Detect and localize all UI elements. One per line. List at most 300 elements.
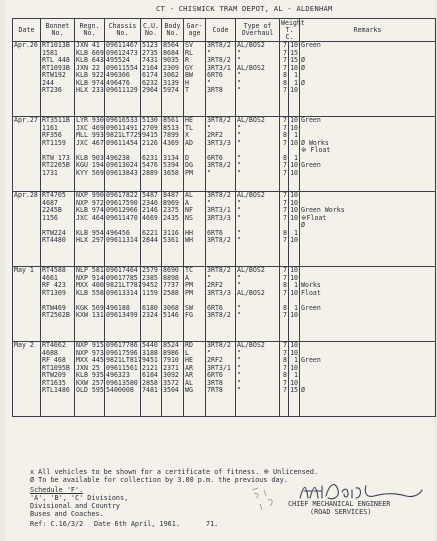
entry-type: ": [237, 356, 241, 364]
entry-wc: 10: [290, 273, 299, 282]
col-header-date: Date: [13, 19, 41, 42]
entry-bonnet: 1161: [42, 123, 58, 132]
entry-wt: 8: [283, 281, 287, 289]
entry-chassis: 9821LT817: [106, 356, 142, 364]
entry-cu: 6231: [142, 153, 158, 162]
entry-code: 3RT8: [207, 86, 223, 94]
entry-bonnet: RF356: [42, 131, 62, 139]
entry-code: 3RT3/1: [207, 206, 231, 214]
divisions-line: 'A', 'B', 'C' Divisions,: [30, 494, 129, 502]
entry-regn: MXX 445: [76, 356, 104, 364]
entry-cu: 6221: [142, 228, 158, 237]
entry-wt: 7: [283, 138, 287, 147]
entry-garage: HE: [185, 356, 193, 364]
entry-type: ": [237, 161, 241, 169]
col-header-weight: Weight T. C.: [281, 18, 305, 41]
entry-bonnet: RT3511B: [42, 116, 70, 124]
entry-wt: 8: [283, 153, 287, 162]
cell-date: [13, 192, 41, 267]
cell-regn: [75, 267, 105, 342]
entry-cu: 5123: [142, 41, 158, 49]
entry-wt: 7: [283, 213, 287, 222]
cell-cu: [141, 342, 162, 417]
cell-code: [206, 342, 236, 417]
document-page: [6, 0, 434, 541]
cell-cu: [141, 267, 162, 342]
cell-date: [13, 42, 41, 117]
buses-line: Buses and Coaches.: [30, 510, 104, 518]
entry-code: ": [207, 48, 211, 57]
entry-chassis: 09617822: [106, 191, 138, 199]
entry-type: ": [237, 78, 241, 87]
entry-garage: PM: [185, 168, 193, 177]
entry-code: 3RT8/2: [207, 341, 231, 349]
entry-body: 5146: [163, 311, 179, 319]
entry-cu: 5440: [142, 341, 158, 349]
entry-regn: NXP 915: [76, 341, 104, 349]
entry-code: 6RT6: [207, 303, 223, 312]
entry-wc: 10: [290, 213, 299, 222]
entry-code: 3RT8/2: [207, 56, 231, 64]
entry-wc: 10: [290, 378, 299, 387]
entry-garage: X: [185, 131, 189, 139]
cell-bonnet: [41, 267, 75, 342]
col-header-cu: C.U. No.: [141, 19, 162, 42]
entry-cu: 9451: [142, 356, 158, 364]
entry-body: 8684: [163, 48, 179, 57]
entry-type: ": [237, 311, 241, 319]
entry-remarks: [301, 170, 434, 178]
entry-code: 3RT8/2: [207, 191, 231, 199]
entry-regn: MXX 400: [76, 281, 104, 289]
entry-code: 3RT8/2: [207, 311, 231, 319]
entry-remarks: Works: [301, 281, 321, 289]
entry-wc: 10: [290, 191, 299, 199]
entry-wt: 7: [283, 206, 287, 214]
date-value: Apr.28: [14, 191, 38, 199]
entry-type: ": [237, 386, 241, 394]
entry-regn: KGK 569: [76, 303, 104, 312]
entry-chassis: 09617786: [106, 341, 138, 349]
handwritten-stamp-mark: [248, 484, 282, 514]
entry-regn: NXP 973: [76, 348, 104, 357]
entry-regn: KLB 954: [76, 228, 104, 237]
cell-remarks: [300, 192, 436, 267]
entry-body: 8898: [163, 273, 179, 282]
entry-code: ": [207, 198, 211, 207]
entry-type: ": [237, 213, 241, 222]
entry-regn: NXP 914: [76, 273, 104, 282]
page-number: 71.: [206, 520, 219, 528]
cell-date: [13, 117, 41, 192]
entry-type: ": [237, 56, 241, 64]
entry-cu: 7481: [142, 386, 158, 394]
entry-wc: 10: [290, 363, 299, 372]
cell-wt: [280, 267, 289, 342]
entry-wc: 10: [290, 86, 299, 94]
entry-type: ": [237, 138, 241, 147]
entry-body: 9035: [163, 56, 179, 64]
entry-chassis: 09613843: [106, 168, 138, 177]
col-header-regn: Regn. No.: [75, 19, 105, 42]
entry-bonnet: RT1093B: [42, 63, 70, 72]
entry-chassis: 09617596: [106, 348, 138, 357]
cell-chassis: [105, 42, 141, 117]
entry-type: ": [237, 198, 241, 207]
entry-type: ": [237, 303, 241, 312]
cell-date: [13, 342, 41, 417]
entry-body: 3139: [163, 78, 179, 87]
entry-wc: 1: [294, 356, 299, 364]
entry-regn: JXN 25: [76, 363, 100, 372]
entry-type: ": [237, 371, 241, 379]
entry-wt: 8: [283, 71, 287, 79]
entry-remarks: [301, 72, 434, 80]
entry-remarks: [301, 372, 434, 380]
entry-code: 3RT3/1: [207, 63, 231, 72]
entry-wt: 7: [283, 378, 287, 387]
table-row: [13, 342, 436, 417]
entry-cu: 2579: [142, 266, 158, 274]
entry-wc: 15: [290, 386, 299, 394]
cell-body: [162, 192, 184, 267]
entry-wt: 7: [283, 86, 287, 94]
entry-chassis: 496238: [106, 153, 130, 162]
entry-garage: L: [185, 348, 189, 357]
entry-wc: 1: [294, 303, 299, 312]
entry-type: ": [237, 168, 241, 177]
entry-regn: MLL 993: [76, 131, 104, 139]
entry-code: 3RT8/2: [207, 161, 231, 169]
entry-garage: PM: [185, 288, 193, 297]
entry-type: ": [237, 236, 241, 244]
entry-chassis: 09612473: [106, 48, 138, 57]
entry-bonnet: RT4588: [42, 266, 66, 274]
cell-body: [162, 117, 184, 192]
entry-garage: WG: [185, 386, 193, 394]
entry-type: [237, 147, 278, 155]
entry-cu: 6174: [142, 71, 158, 79]
entry-body: 8564: [163, 41, 179, 49]
entry-chassis: 09611314: [106, 236, 138, 244]
entry-body: 7910: [163, 356, 179, 364]
entry-garage: RD: [185, 341, 193, 349]
entry-chassis: 09611470: [106, 213, 138, 222]
entry-regn: KGU 194: [76, 161, 104, 169]
table-row: [13, 42, 436, 117]
date-value: May 2: [14, 341, 34, 349]
entry-type: [237, 222, 278, 230]
cell-remarks: [300, 267, 436, 342]
entry-wt: 7: [283, 348, 287, 357]
entry-type: AL/BOS2: [237, 41, 265, 49]
entry-regn: JXN 41: [76, 41, 100, 49]
cell-garage: [184, 267, 206, 342]
entry-wt: 8: [283, 78, 287, 87]
entry-bonnet: 2245B: [42, 206, 62, 214]
cell-regn: [75, 117, 105, 192]
entry-bonnet: RT1159: [42, 138, 66, 147]
cell-regn: [75, 42, 105, 117]
table-row: [13, 192, 436, 267]
entry-bonnet: RTW209: [42, 371, 66, 379]
entry-garage: WH: [185, 236, 193, 244]
cell-regn: [75, 192, 105, 267]
footnote-collection: Ø To be available for collection by 3.00 p.m. the previous day.: [30, 476, 288, 484]
entry-code: 6RT6: [207, 228, 223, 237]
entry-cu: 7431: [142, 56, 158, 64]
entry-garage: T: [185, 86, 189, 94]
entry-bonnet: RF 468: [42, 356, 66, 364]
entry-regn: KLB 935: [76, 371, 104, 379]
entry-bonnet: RT1635: [42, 378, 66, 387]
col-header-body: Body No.: [162, 19, 184, 42]
cell-garage: [184, 342, 206, 417]
chief-engineer-title: CHIEF MECHANICAL ENGINEER: [288, 500, 391, 508]
divisional-line: Divisional and Country: [30, 502, 121, 510]
entry-remarks: [301, 237, 434, 245]
date-value: Apr.27: [14, 116, 38, 124]
entry-regn: KLB 974: [76, 78, 104, 87]
cell-code: [206, 267, 236, 342]
entry-code: 3RT3/3: [207, 288, 231, 297]
entry-wc: 15: [290, 48, 299, 57]
entry-regn: KLB 903: [76, 153, 104, 162]
entry-body: 5394: [163, 161, 179, 169]
entry-type: AL/BOS2: [237, 341, 265, 349]
entry-body: 5974: [163, 86, 179, 94]
entry-regn: NXP 990: [76, 191, 104, 199]
cell-remarks: [300, 342, 436, 417]
entry-type: ": [237, 153, 241, 162]
entry-cu: 6180: [142, 303, 158, 312]
entry-remarks: Green: [301, 41, 321, 49]
signature-mark: [296, 480, 426, 502]
entry-type: AL/BOS2: [237, 266, 265, 274]
entry-cu: 5487: [142, 191, 158, 199]
entry-wt: 7: [283, 41, 287, 49]
entry-bonnet: RT2265B: [42, 161, 70, 169]
entry-chassis: 9821LT729: [106, 131, 142, 139]
entry-garage: AL: [185, 191, 193, 199]
cell-chassis: [105, 267, 141, 342]
entry-bonnet: RT1013B: [42, 41, 70, 49]
entry-garage: NF: [185, 206, 193, 214]
entry-wt: 7: [283, 168, 287, 177]
entry-type: ": [237, 86, 241, 94]
cell-chassis: [105, 117, 141, 192]
entry-wc: 10: [290, 168, 299, 177]
entry-body: 7899: [163, 131, 179, 139]
entry-wc: 1: [294, 71, 299, 79]
entry-bonnet: 1156: [42, 213, 58, 222]
entry-bonnet: 4687: [42, 198, 58, 207]
entry-wt: 7: [283, 56, 287, 64]
entry-garage: R: [185, 56, 189, 64]
entry-garage: HH: [185, 228, 193, 237]
entry-body: 8561: [163, 116, 179, 124]
entry-body: 3092: [163, 371, 179, 379]
entry-wc: 10: [290, 123, 299, 132]
cell-type: [236, 42, 280, 117]
entry-code: 6RT6: [207, 153, 223, 162]
road-services-title: (ROAD SERVICES): [310, 508, 372, 516]
date-value: May 1: [14, 266, 34, 274]
cell-chassis: [105, 192, 141, 267]
entry-body: 3068: [163, 303, 179, 312]
entry-type: ": [237, 48, 241, 57]
entry-garage: H: [185, 78, 189, 87]
entry-type: AL/BOS2: [237, 116, 265, 124]
entry-remarks: Ø: [301, 63, 305, 72]
entry-garage: RL: [185, 48, 193, 57]
entry-cu: 3188: [142, 348, 158, 357]
entry-regn: KLB 669: [76, 48, 104, 57]
entry-remarks: [301, 365, 434, 373]
entry-code: ": [207, 348, 211, 357]
entry-bonnet: RTW469: [42, 303, 66, 312]
cell-cu: [141, 192, 162, 267]
cell-wc: [289, 342, 300, 417]
entry-remarks: Ø Works: [301, 138, 329, 147]
entry-garage: GY: [185, 63, 193, 72]
table-row: [13, 267, 436, 342]
entry-chassis: 496306: [106, 71, 130, 79]
cell-remarks: [300, 42, 436, 117]
entry-remarks: [301, 125, 434, 133]
entry-code: 2RF2: [207, 356, 223, 364]
entry-bonnet: RT1309: [42, 288, 66, 297]
entry-regn: HLX 233: [76, 86, 104, 94]
entry-body: 3134: [163, 153, 179, 162]
entry-remarks: [301, 380, 434, 388]
entry-cu: 2964: [142, 86, 158, 94]
overhaul-schedule-table: [12, 18, 436, 417]
entry-wt: 7: [283, 123, 287, 132]
entry-bonnet: RTL 448: [42, 56, 70, 64]
entry-remarks: [301, 192, 434, 200]
entry-cu: 2126: [142, 138, 158, 147]
entry-wc: 10: [290, 206, 299, 214]
entry-garage: D: [185, 153, 189, 162]
cell-date: [13, 267, 41, 342]
entry-body: 8690: [163, 266, 179, 274]
entry-chassis: 09611129: [106, 86, 138, 94]
entry-code: 3RT8/2: [207, 41, 231, 49]
entry-wc: 10: [290, 161, 299, 169]
entry-wc: 10: [290, 236, 299, 244]
entry-wc: 10: [290, 266, 299, 274]
entry-chassis: 495524: [106, 56, 130, 64]
cell-bonnet: [41, 192, 75, 267]
entry-code: 3RT8/2: [207, 236, 231, 244]
entry-cu: 2858: [142, 378, 158, 387]
entry-regn: KLB 974: [76, 206, 104, 214]
entry-code: 2RF2: [207, 281, 223, 289]
entry-cu: 2340: [142, 198, 158, 207]
entry-regn: OLD 595: [76, 386, 104, 394]
table-header-row: [13, 19, 436, 42]
entry-wc: 1: [294, 371, 299, 379]
entry-wt: 7: [283, 386, 287, 394]
entry-garage: SV: [185, 41, 193, 49]
entry-regn: NLP 581: [76, 266, 104, 274]
entry-code: 7RT8: [207, 386, 223, 394]
entry-wc: 10: [290, 63, 299, 72]
entry-type: AL/BOS2: [237, 63, 265, 72]
entry-body: 3504: [163, 386, 179, 394]
entry-bonnet: RF 423: [42, 281, 66, 289]
entry-cu: 2146: [142, 206, 158, 214]
entry-chassis: 496476: [106, 78, 130, 87]
entry-body: 5361: [163, 236, 179, 244]
cell-remarks: [300, 117, 436, 192]
entry-wt: 7: [283, 191, 287, 199]
entry-bonnet: RT4480: [42, 236, 66, 244]
cell-wc: [289, 42, 300, 117]
entry-bonnet: RTW224: [42, 228, 66, 237]
entry-wt: 8: [283, 371, 287, 379]
entry-chassis: 09611491: [106, 123, 138, 132]
entry-wt: 7: [283, 236, 287, 244]
entry-remarks: Ø: [301, 221, 305, 229]
entry-regn: KXW 131: [76, 311, 104, 319]
entry-cu: 1159: [142, 288, 158, 297]
header-title: CT - CHISWICK TRAM DEPOT, AL - ALDENHAM: [156, 4, 333, 13]
entry-body: 8487: [163, 191, 179, 199]
col-header-chassis: Chassis No.: [105, 19, 141, 42]
entry-wt: 8: [283, 228, 287, 237]
entry-garage: BW: [185, 71, 193, 79]
entry-garage: AD: [185, 138, 193, 147]
entry-remarks: [301, 87, 434, 95]
entry-body: 4369: [163, 138, 179, 147]
entry-bonnet: 244: [42, 78, 54, 87]
entry-wc: 10: [290, 41, 299, 49]
entry-code: 6RT6: [207, 371, 223, 379]
entry-remarks: [301, 342, 434, 350]
table-row: [13, 117, 436, 192]
entry-wc: 1: [294, 131, 299, 139]
entry-cu: 4669: [142, 213, 158, 222]
entry-bonnet: RTW192: [42, 71, 66, 79]
entry-cu: 2709: [142, 123, 158, 132]
entry-body: 2309: [163, 63, 179, 72]
cell-type: [236, 117, 280, 192]
entry-code: 3RT3/1: [207, 363, 231, 372]
entry-type: AL/BOS2: [237, 288, 265, 297]
entry-type: AL/BOS2: [237, 191, 265, 199]
entry-remarks: Green Works: [301, 206, 345, 214]
entry-garage: A: [185, 198, 189, 207]
cell-regn: [75, 342, 105, 417]
entry-wt: 7: [283, 266, 287, 274]
entry-code: ": [207, 78, 211, 87]
entry-regn: KYY 569: [76, 168, 104, 177]
cell-type: [236, 342, 280, 417]
cell-bonnet: [41, 42, 75, 117]
col-header-garage: Gar-age: [184, 19, 206, 42]
cell-chassis: [105, 342, 141, 417]
entry-wt: 7: [283, 273, 287, 282]
cell-wt: [280, 342, 289, 417]
entry-garage: AL: [185, 378, 193, 387]
cell-body: [162, 267, 184, 342]
entry-chassis: 9821LT787: [106, 281, 142, 289]
entry-wc: 15: [290, 56, 299, 64]
entry-type: ": [237, 123, 241, 132]
entry-wc: 10: [290, 341, 299, 349]
